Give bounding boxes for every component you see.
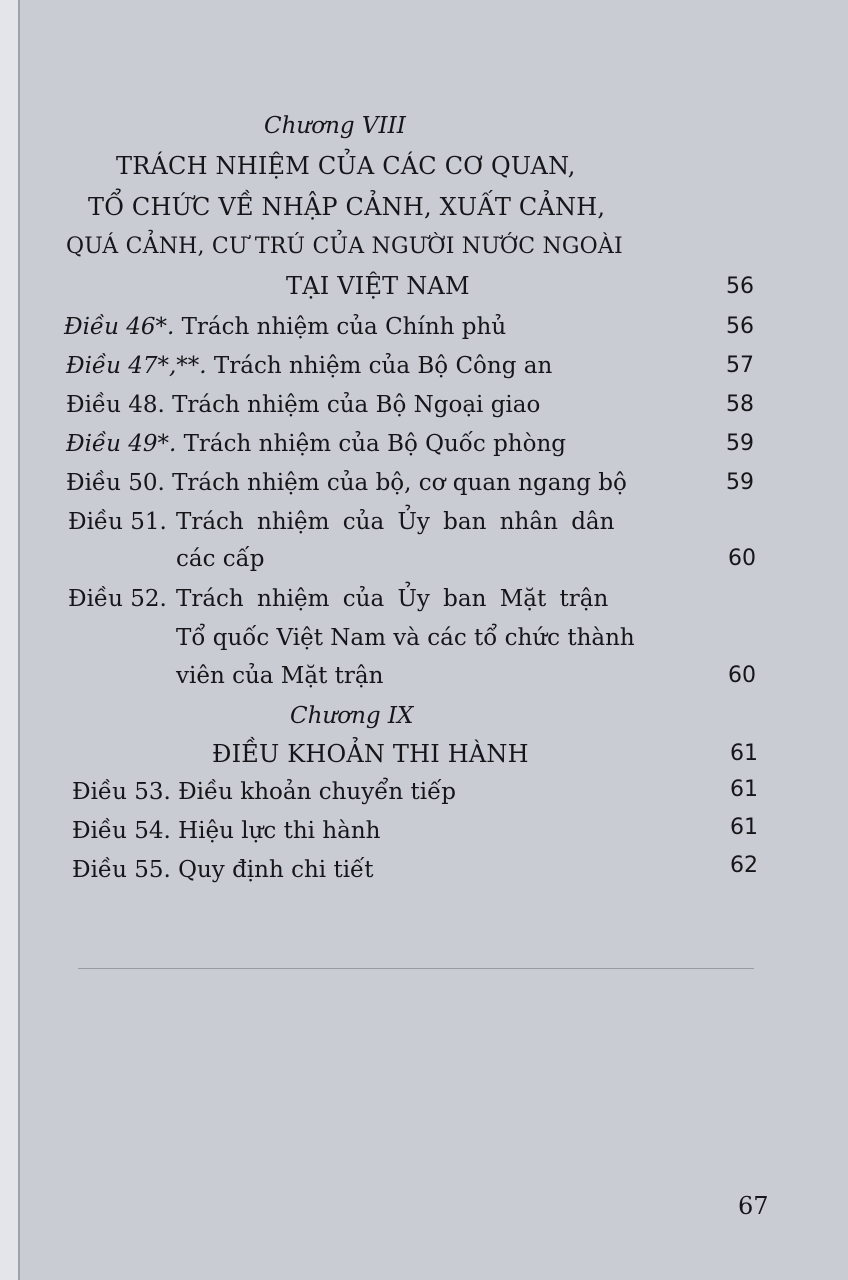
toc-entry-51-text-2: các cấp [176,546,265,572]
chapter-8-title-line-3: QUÁ CẢNH, CƯ TRÚ CỦA NGƯỜI NƯỚC NGOÀI [66,234,623,259]
entry-label: Điều 48. [66,392,165,418]
entry-label: Điều 54. [72,818,171,844]
chapter-9-label: Chương IX [290,703,414,729]
toc-entry-52-text-2: Tổ quốc Việt Nam và các tổ chức thành [176,625,635,651]
divider [78,968,754,969]
entry-text: Trách nhiệm của Bộ Công an [213,353,553,379]
entry-label: Điều 50. [66,470,165,496]
toc-entry-51-text-1: Trách nhiệm của Ủy ban nhân dân [176,509,615,535]
entry-51-page: 60 [728,546,756,571]
entry-label: Điều 49*. [66,431,177,457]
toc-entry-52-text-3: viên của Mặt trận [176,663,384,689]
entry-55-page: 62 [730,853,758,878]
entry-text: Trách nhiệm của Bộ Quốc phòng [183,431,566,457]
entry-48-page: 58 [726,392,754,417]
toc-entry-53 [72,778,456,806]
entry-text: Quy định chi tiết [178,857,374,883]
chapter-8-label: Chương VIII [264,113,406,139]
page-number: 67 [738,1192,769,1220]
chapter-8-title-line-1: TRÁCH NHIỆM CỦA CÁC CƠ QUAN, [116,152,576,180]
entry-text: Điều khoản chuyển tiếp [178,779,456,805]
entry-label: Điều 53. [72,779,171,805]
chapter-8-title-line-2: TỔ CHỨC VỀ NHẬP CẢNH, XUẤT CẢNH, [88,193,606,221]
entry-49-page: 59 [726,431,754,456]
toc-entry-52-label: Điều 52. [68,586,167,612]
page-edge-shadow [18,0,20,1280]
entry-52-page: 60 [728,663,756,688]
entry-50-page: 59 [726,470,754,495]
entry-text: Trách nhiệm của bộ, cơ quan ngang bộ [172,470,627,496]
chapter-9-page: 61 [730,741,758,766]
toc-entry-47 [66,352,552,380]
entry-54-page: 61 [730,815,758,840]
chapter-8-page: 56 [726,274,754,299]
toc-entry-48 [66,391,540,419]
entry-label: Điều 46*. [64,314,175,340]
toc-entry-51-label: Điều 51. [68,509,167,535]
toc-entry-55 [72,856,373,884]
page-edge [0,0,18,1280]
entry-text: Trách nhiệm của Bộ Ngoại giao [172,392,541,418]
entry-text: Trách nhiệm của Chính phủ [181,314,507,340]
entry-text: Hiệu lực thi hành [178,818,381,844]
entry-47-page: 57 [726,353,754,378]
entry-label: Điều 47*,**. [66,353,207,379]
toc-entry-49 [66,430,566,458]
toc-entry-46 [64,313,506,341]
toc-entry-52-text-1: Trách nhiệm của Ủy ban Mặt trận [176,586,609,612]
toc-entry-50 [66,469,627,497]
entry-53-page: 61 [730,777,758,802]
entry-46-page: 56 [726,314,754,339]
chapter-8-title-line-4: TẠI VIỆT NAM [286,272,470,300]
toc-entry-54 [72,817,380,845]
entry-label: Điều 55. [72,857,171,883]
chapter-9-title: ĐIỀU KHOẢN THI HÀNH [212,740,529,768]
